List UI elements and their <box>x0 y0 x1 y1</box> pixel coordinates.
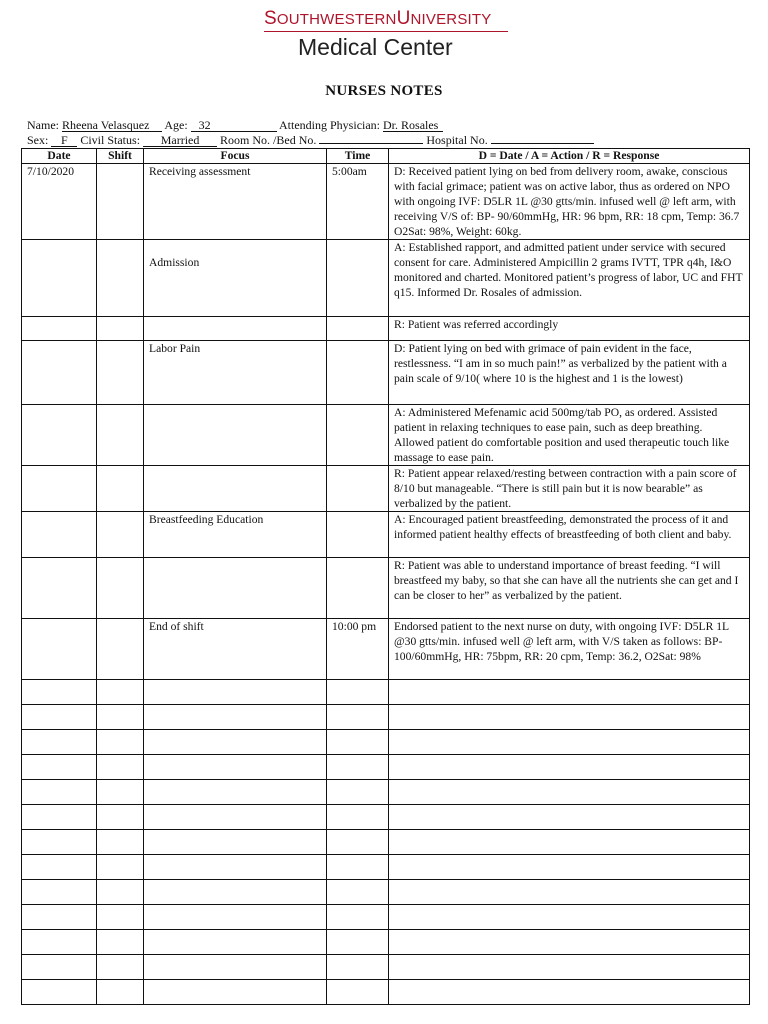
empty-cell <box>144 855 327 880</box>
empty-cell <box>327 930 389 955</box>
civil-status-value: Married <box>143 134 217 147</box>
focus-cell <box>144 466 327 512</box>
sex-value: F <box>51 134 77 147</box>
empty-cell <box>144 955 327 980</box>
empty-row <box>22 705 750 730</box>
hospital-value <box>491 143 594 144</box>
empty-cell <box>97 905 144 930</box>
empty-cell <box>97 955 144 980</box>
empty-cell <box>389 730 750 755</box>
date-cell <box>22 619 97 680</box>
date-cell <box>22 558 97 619</box>
empty-cell <box>22 855 97 880</box>
focus-cell: Breastfeeding Education <box>144 512 327 558</box>
table-row <box>22 405 750 466</box>
shift-cell <box>97 317 144 341</box>
empty-cell <box>22 880 97 905</box>
sex-label: Sex: <box>27 133 49 147</box>
empty-cell <box>389 955 750 980</box>
civil-status-label: Civil Status: <box>80 133 141 147</box>
empty-row <box>22 930 750 955</box>
time-cell <box>327 317 389 341</box>
empty-cell <box>144 805 327 830</box>
empty-cell <box>22 930 97 955</box>
empty-cell <box>389 680 750 705</box>
note-cell: D: Patient lying on bed with grimace of pain evident in the face, restlessness. “I am in so much pain!” as verbalized by the patient with a pain scale of 9/10( where 10 is the highest and 1 is the lowest) <box>389 341 750 405</box>
shift-cell <box>97 466 144 512</box>
empty-cell <box>327 780 389 805</box>
date-cell: 7/10/2020 <box>22 164 97 240</box>
shift-cell <box>97 558 144 619</box>
header-focus: Focus <box>144 149 327 164</box>
shift-cell <box>97 405 144 466</box>
date-cell <box>22 512 97 558</box>
empty-cell <box>327 755 389 780</box>
empty-cell <box>327 830 389 855</box>
empty-cell <box>97 830 144 855</box>
letterhead <box>0 6 768 62</box>
empty-cell <box>22 780 97 805</box>
empty-cell <box>97 855 144 880</box>
time-cell <box>327 558 389 619</box>
shift-cell <box>97 341 144 405</box>
shift-cell <box>97 240 144 317</box>
shift-cell <box>97 164 144 240</box>
time-cell <box>327 405 389 466</box>
empty-cell <box>97 805 144 830</box>
empty-cell <box>97 730 144 755</box>
empty-cell <box>97 705 144 730</box>
empty-cell <box>97 755 144 780</box>
empty-cell <box>144 930 327 955</box>
empty-row <box>22 830 750 855</box>
empty-cell <box>144 780 327 805</box>
shift-cell <box>97 619 144 680</box>
empty-row <box>22 955 750 980</box>
empty-cell <box>22 955 97 980</box>
empty-row <box>22 730 750 755</box>
page-title: NURSES NOTES <box>325 83 443 99</box>
empty-cell <box>97 780 144 805</box>
patient-info-line-2 <box>27 133 594 147</box>
medical-center-name: Medical Center <box>298 34 453 60</box>
empty-cell <box>144 755 327 780</box>
empty-cell <box>389 855 750 880</box>
header-date: Date <box>22 149 97 164</box>
table-row <box>22 512 750 558</box>
empty-cell <box>389 980 750 1005</box>
table-row <box>22 164 750 240</box>
empty-cell <box>22 730 97 755</box>
empty-row <box>22 855 750 880</box>
empty-cell <box>327 955 389 980</box>
empty-row <box>22 980 750 1005</box>
empty-cell <box>327 730 389 755</box>
focus-cell: Admission <box>144 240 327 317</box>
focus-cell: Receiving assessment <box>144 164 327 240</box>
time-cell <box>327 341 389 405</box>
empty-cell <box>389 780 750 805</box>
date-cell <box>22 341 97 405</box>
age-value: 32 <box>191 119 277 132</box>
empty-cell <box>327 880 389 905</box>
empty-cell <box>144 880 327 905</box>
time-cell <box>327 466 389 512</box>
empty-cell <box>144 905 327 930</box>
time-cell: 10:00 pm <box>327 619 389 680</box>
empty-cell <box>97 880 144 905</box>
table-header-row <box>22 149 750 164</box>
header-shift: Shift <box>97 149 144 164</box>
empty-cell <box>22 830 97 855</box>
note-cell: R: Patient was able to understand importance of breast feeding. “I will breastfeed my baby, so that she can have all the nutrients she can get and I can be closer to her” as verbalized by the patient. <box>389 558 750 619</box>
empty-cell <box>144 730 327 755</box>
empty-cell <box>327 680 389 705</box>
empty-cell <box>389 930 750 955</box>
table-row <box>22 558 750 619</box>
physician-value: Dr. Rosales <box>383 119 443 132</box>
letterhead-rule <box>264 31 508 32</box>
empty-cell <box>327 705 389 730</box>
time-cell: 5:00am <box>327 164 389 240</box>
empty-cell <box>22 705 97 730</box>
focus-cell <box>144 558 327 619</box>
age-label: Age: <box>164 118 188 132</box>
note-cell: A: Established rapport, and admitted patient under service with secured consent for care. Administered Ampicillin 2 grams IVTT, TPR q4h, I&O monitored and charted. Monitored patient’s progress of labor, UC and FHT q15. Informed Dr. Rosales of admission. <box>389 240 750 317</box>
empty-cell <box>327 805 389 830</box>
name-value: Rheena Velasquez <box>62 119 162 132</box>
table-row <box>22 240 750 317</box>
patient-info-line-1 <box>27 118 443 132</box>
empty-cell <box>22 680 97 705</box>
empty-cell <box>327 980 389 1005</box>
empty-row <box>22 755 750 780</box>
shift-cell <box>97 512 144 558</box>
date-cell <box>22 240 97 317</box>
empty-cell <box>22 980 97 1005</box>
date-cell <box>22 317 97 341</box>
empty-cell <box>144 705 327 730</box>
empty-cell <box>389 830 750 855</box>
note-cell: R: Patient appear relaxed/resting between contraction with a pain score of 8/10 but manageable. “There is still pain but it is now bearable” as verbalized by the patient. <box>389 466 750 512</box>
university-name: SOUTHWESTERNUNIVERSITY <box>264 8 492 29</box>
date-cell <box>22 466 97 512</box>
focus-cell: Labor Pain <box>144 341 327 405</box>
time-cell <box>327 512 389 558</box>
focus-cell <box>144 317 327 341</box>
empty-cell <box>327 905 389 930</box>
note-cell: A: Encouraged patient breastfeeding, demonstrated the process of it and informed patient healthy effects of breastfeeding of both client and baby. <box>389 512 750 558</box>
empty-row <box>22 905 750 930</box>
table-row <box>22 619 750 680</box>
empty-row <box>22 680 750 705</box>
note-cell: R: Patient was referred accordingly <box>389 317 750 341</box>
physician-label: Attending Physician: <box>279 118 381 132</box>
empty-cell <box>22 755 97 780</box>
focus-cell: End of shift <box>144 619 327 680</box>
empty-row <box>22 880 750 905</box>
empty-cell <box>327 855 389 880</box>
empty-cell <box>22 805 97 830</box>
date-cell <box>22 405 97 466</box>
empty-row <box>22 805 750 830</box>
focus-cell <box>144 405 327 466</box>
nurses-notes-table <box>21 148 750 1005</box>
empty-cell <box>97 680 144 705</box>
note-cell: A: Administered Mefenamic acid 500mg/tab PO, as ordered. Assisted patient in relaxing techniques to ease pain, such as deep breathing. Allowed patient do comfortable position and used therapeutic touch like massage to ease pain. <box>389 405 750 466</box>
room-label: Room No. /Bed No. <box>220 133 317 147</box>
empty-cell <box>389 805 750 830</box>
empty-cell <box>144 980 327 1005</box>
empty-cell <box>97 980 144 1005</box>
hospital-label: Hospital No. <box>426 133 488 147</box>
empty-cell <box>389 905 750 930</box>
empty-cell <box>389 755 750 780</box>
empty-row <box>22 780 750 805</box>
table-row <box>22 341 750 405</box>
empty-cell <box>22 905 97 930</box>
time-cell <box>327 240 389 317</box>
table-row <box>22 317 750 341</box>
empty-cell <box>97 930 144 955</box>
note-cell: D: Received patient lying on bed from delivery room, awake, conscious with facial grimace; patient was on active labor, thus as ordered on NPO with ongoing IVF: D5LR 1L @30 gtts/min. infused well @ left arm, with receiving V/S of: BP- 90/60mmHg, HR: 96 bpm, RR: 18 cpm, Temp: 36.7 O2Sat: 98%, Weight: 60kg. <box>389 164 750 240</box>
header-time: Time <box>327 149 389 164</box>
empty-cell <box>144 680 327 705</box>
empty-cell <box>389 705 750 730</box>
header-dar: D = Date / A = Action / R = Response <box>389 149 750 164</box>
empty-cell <box>389 880 750 905</box>
room-value <box>319 143 423 144</box>
table-row <box>22 466 750 512</box>
empty-cell <box>144 830 327 855</box>
note-cell: Endorsed patient to the next nurse on duty, with ongoing IVF: D5LR 1L @30 gtts/min. infused well @ left arm, with V/S taken as follows: BP- 100/60mmHg, HR: 75bpm, RR: 20 cpm, Temp: 36.2, O2Sat: 98% <box>389 619 750 680</box>
name-label: Name: <box>27 118 59 132</box>
